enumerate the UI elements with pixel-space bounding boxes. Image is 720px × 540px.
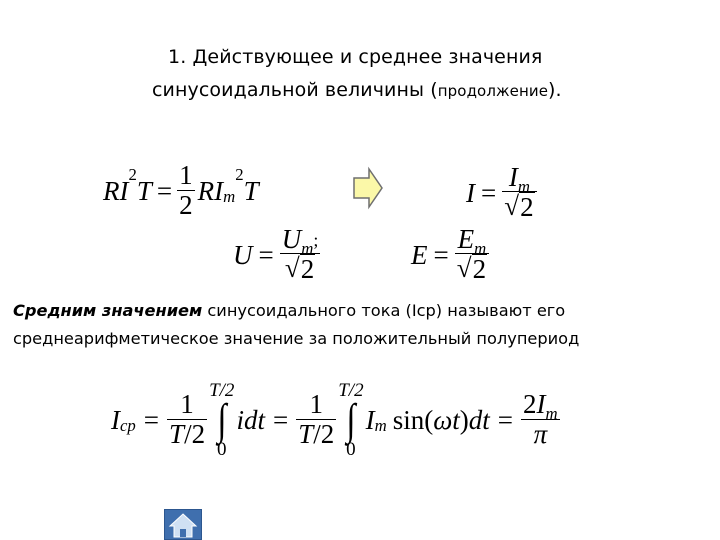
energy-equation: R I 2 T = $\frac{1}{2}$ R I m 2 T — [103, 160, 259, 220]
slide-title-line1: 1. Действующее и среднее значения — [168, 46, 543, 68]
definition-line1: Средним значением синусоидального тока (Iср) называют его — [13, 301, 566, 320]
home-icon — [165, 510, 201, 539]
integral-sign-2: T/2 ∫ 0 — [338, 380, 364, 460]
home-button[interactable] — [164, 509, 202, 540]
integral-sign-1: T/2 ∫ 0 — [209, 380, 235, 460]
rms-current-formula: I = $I_m$ √ 2 — [466, 158, 537, 228]
definition-line2: среднеарифметическое значение за положительный полупериод — [13, 329, 580, 348]
average-current-formula: I cp = $\frac{1}{T/2}$ T/2 ∫ 0 idt = $\frac{1}{T/2}$ T/2 ∫ 0 I m sin( ω t ) dt = $\frac{2I_m}{\pi}$ — [111, 380, 558, 460]
rms-voltage-formula: U = $U_m$; √ 2 — [233, 223, 319, 285]
slide-title-line2: синусоидальной величины (продолжение). — [152, 79, 562, 101]
defined-term: Средним значением — [13, 301, 203, 320]
arrow-right-icon — [352, 166, 384, 210]
definition-paragraph — [13, 297, 713, 353]
rms-emf-formula: E = $E_m$ √ 2 — [411, 220, 489, 290]
